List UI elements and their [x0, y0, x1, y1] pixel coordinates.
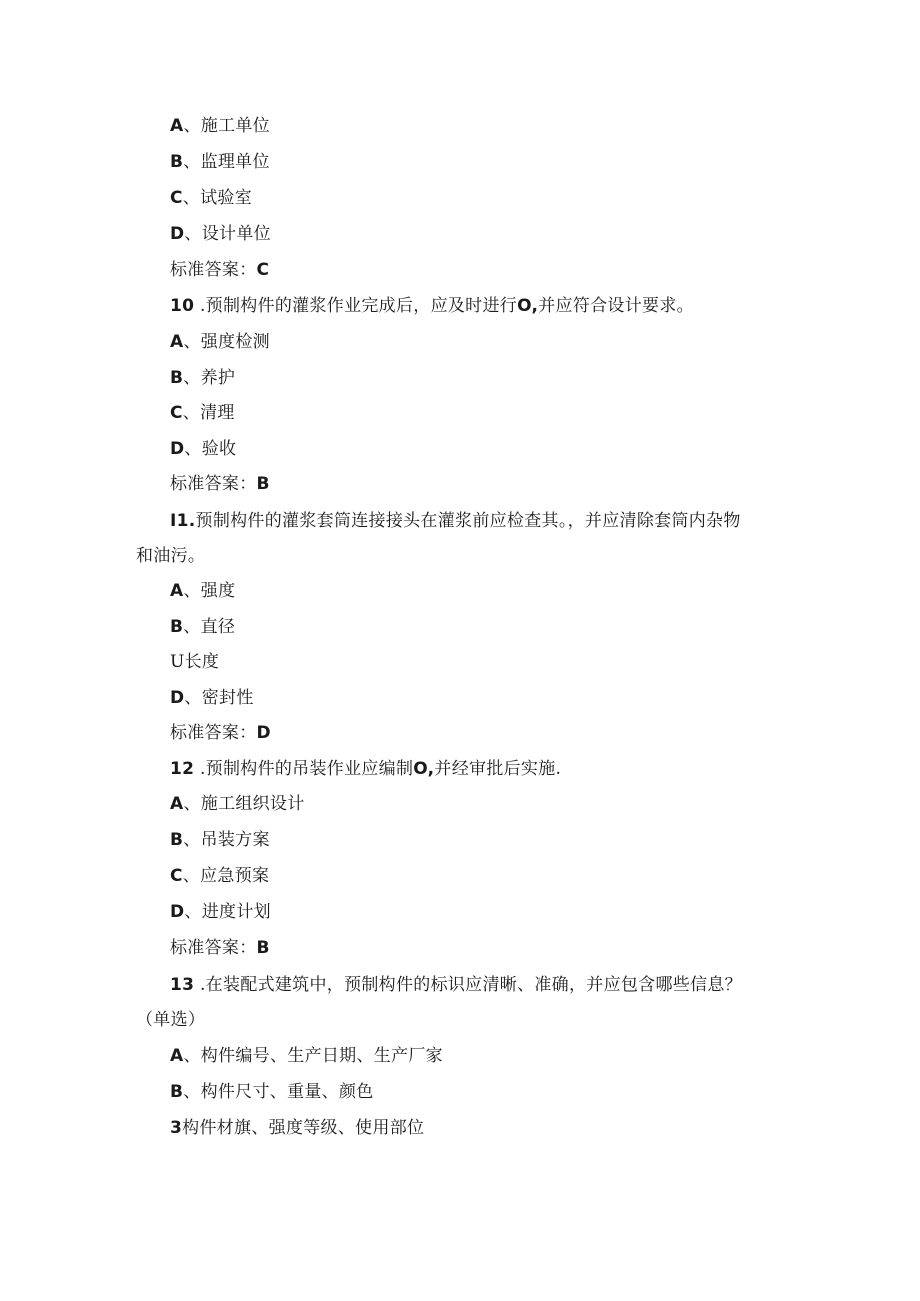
option-d: D、进度计划: [170, 902, 271, 922]
standard-answer: 标准答案：C: [170, 260, 270, 280]
question-13: 13 .在装配式建筑中，预制构件的标识应清晰、准确，并应包含哪些信息？: [170, 975, 742, 995]
option-a: A、施工单位: [170, 116, 270, 136]
option-b: B、吊装方案: [170, 830, 270, 850]
option-c: C、应急预案: [170, 866, 270, 886]
question-10: 10 .预制构件的灌浆作业完成后，应及时进行O,并应符合设计要求。: [170, 296, 694, 316]
option-b: B、直径: [170, 617, 236, 637]
option-c: 3构件材旗、强度等级、使用部位: [170, 1118, 425, 1138]
standard-answer: 标准答案：B: [170, 938, 270, 958]
question-11-continued: 和油污。: [136, 546, 206, 566]
question-12: 12 .预制构件的吊装作业应编制O,并经审批后实施.: [170, 759, 562, 779]
standard-answer: 标准答案：D: [170, 723, 271, 743]
option-b: B、构件尺寸、重量、颜色: [170, 1082, 374, 1102]
question-13-continued: （单选）: [136, 1010, 206, 1030]
option-a: A、强度: [170, 581, 236, 601]
option-b: B、养护: [170, 368, 236, 388]
option-c: C、试验室: [170, 188, 252, 208]
option-a: A、强度检测: [170, 332, 270, 352]
option-c: C、清理: [170, 403, 235, 423]
option-d: D、设计单位: [170, 224, 271, 244]
question-11: I1.预制构件的灌浆套筒连接接头在灌浆前应检查其。，并应清除套筒内杂物: [170, 511, 741, 531]
option-a: A、施工组织设计: [170, 794, 305, 814]
option-c: U长度: [170, 652, 220, 672]
option-d: D、验收: [170, 439, 237, 459]
option-b: B、监理单位: [170, 152, 270, 172]
option-d: D、密封性: [170, 688, 254, 708]
standard-answer: 标准答案：B: [170, 474, 270, 494]
option-a: A、构件编号、生产日期、生产厂家: [170, 1046, 443, 1066]
